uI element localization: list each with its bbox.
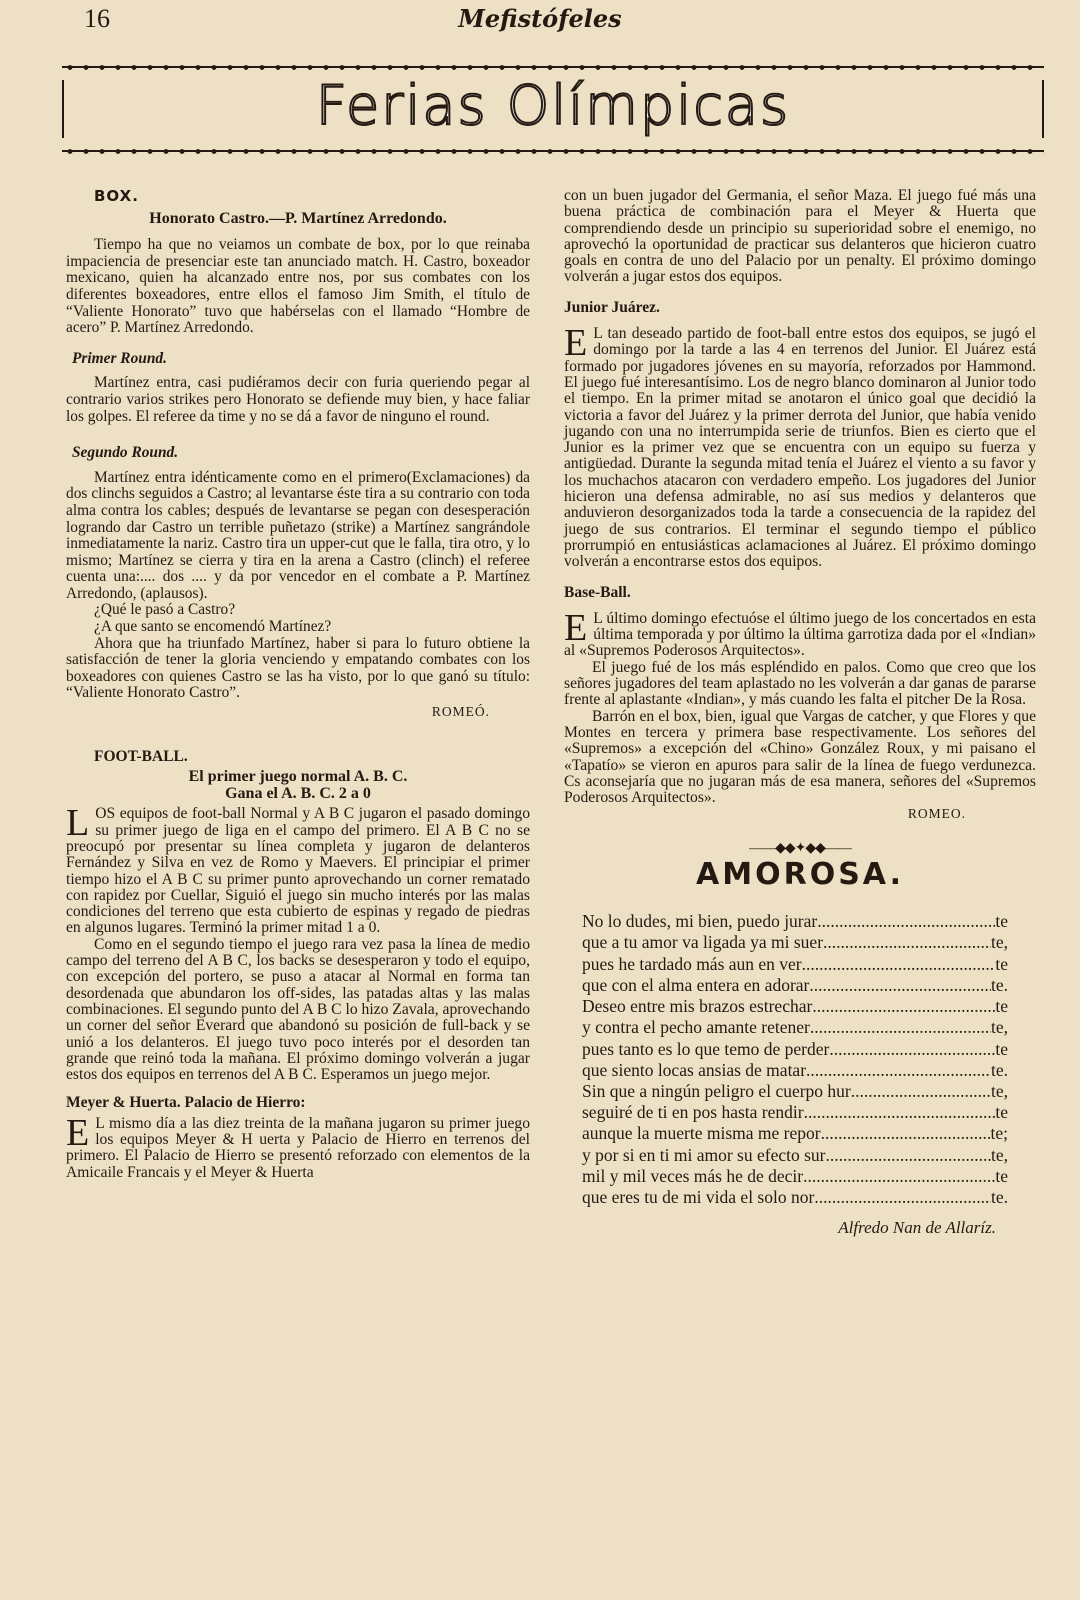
poem-line-leader — [810, 1017, 991, 1038]
poem-line-leader — [817, 911, 995, 932]
meyer-heading: Meyer & Huerta. Palacio de Hierro: — [66, 1094, 306, 1112]
poem-line-text: pues tanto es lo que temo de perder — [582, 1038, 830, 1059]
poem-line-text: Deseo entre mis brazos estrechar — [582, 996, 813, 1017]
left-column — [66, 188, 530, 1181]
poem-line-leader — [803, 1166, 995, 1187]
box-signature: ROMEÓ. — [431, 704, 490, 720]
round2-text: Martínez entra idénticamente como en el primero(Exclamaciones) da dos clinchs seguidos a Castro; al levantarse éste tira a su contrario con toda alma contra los cables; después de levantarse se pegan con desesperación logrando dar Castro un terrible puñetazo (strike) a Martínez sangrándole inmediatamente la nariz. Castro tira un upper-cut que le falla, tira otro, y lo mismo; Martínez se cierra y tira en la arena a Castro (clinch) el referee cuenta una:.... dos .... y da por vencedor en el combate a P. Martínez Arredondo, (aplausos). — [66, 468, 530, 602]
poem-line-text: y por si en ti mi amor su efecto sur — [582, 1144, 826, 1165]
poem-line-end: te — [995, 996, 1008, 1017]
baseball-paragraph-2: El juego fué de los más espléndido en palos. Como que creo que los señores jugadores del team aplastado no les volverán a dar ganas de pararse frente al aplastante «Indian», y más cuando les falta el pitcher De la Rosa. — [564, 658, 1036, 709]
meyer-paragraph — [66, 1111, 530, 1181]
poem-line-leader — [851, 1081, 991, 1102]
poem-line-leader — [809, 975, 991, 996]
box-intro: Tiempo ha que no veiamos un combate de box, por lo que reinaba impaciencia de presenciar este tan anunciado match. H. Castro, boxeador mexicano, quien ha alcanzado entre nos, por sus combates con los diferentes boxeadores, entre ellos el famoso Jim Smith, el título de “Valiente Honorato” tuvo que habérselas con el llamado “Hombre de acero” P. Martínez Arredondo. — [66, 236, 530, 337]
poem-ornament: ——◆◆✦◆◆—— — [749, 840, 851, 856]
poem-line-leader — [826, 1145, 991, 1166]
football-match-title-2: Gana el A. B. C. 2 a 0 — [225, 784, 371, 802]
drop-cap-e-baseball: E — [564, 606, 588, 649]
right-column — [564, 188, 1036, 1236]
round2-title: Segundo Round. — [72, 444, 179, 462]
box-question-1: ¿Qué le pasó a Castro? — [94, 601, 236, 619]
baseball-paragraph-1 — [564, 606, 1036, 660]
meyer-continuation: con un buen jugador del Germania, el señor Maza. El juego fué más una buena práctica de combinación para el Meyer & Huerta que comprendiendo desde un principio su superioridad sobre el enemigo, no aprovechó la oportunidad de practicar sus delanteros que hicieron cuatro goals en contra de uno del Palacio por un penalty. El próximo domingo volverán a jugar estos dos equipos. — [564, 187, 1036, 286]
round1-title: Primer Round. — [72, 349, 167, 367]
poem-line — [582, 932, 1008, 953]
poem-line-leader — [804, 1102, 996, 1123]
poem-line-leader — [814, 1187, 991, 1208]
poem-author: Alfredo Nan de Allaríz. — [838, 1218, 996, 1238]
title-frame — [62, 64, 1044, 154]
poem-line — [582, 911, 1008, 932]
poem-line-end: te, — [990, 1080, 1008, 1101]
poem-line-text: No lo dudes, mi bien, puedo jurar — [582, 911, 818, 932]
poem-body — [582, 911, 1008, 1208]
poem-line — [582, 996, 1008, 1017]
poem-line-text: Sin que a ningún peligro el cuerpo hur — [582, 1080, 851, 1101]
poem-line-end: te — [995, 1165, 1008, 1186]
junior-heading: Junior Juárez. — [564, 298, 660, 316]
poem-line — [582, 1187, 1008, 1208]
poem-line-end: te, — [990, 1144, 1008, 1165]
poem-line-end: te, — [990, 1017, 1008, 1038]
poem-line-end: te. — [990, 1059, 1008, 1080]
poem-line — [582, 1039, 1008, 1060]
poem-line-end: te. — [990, 1186, 1008, 1207]
poem-line-end: te, — [990, 932, 1008, 953]
poem-line-text: seguiré de ti en pos hasta rendir — [582, 1102, 804, 1123]
poem-line — [582, 1166, 1008, 1187]
poem-line-text: que a tu amor va ligada ya mi suer — [582, 932, 824, 953]
poem-line-end: te — [995, 911, 1008, 932]
meyer-paragraph-text: L mismo día a las diez treinta de la mañana jugaron su primer juego los equipos Meyer & H uerta y Palacio de Hierro en terrenos del primero. El Palacio de Hierro se presentó reforzado con elementos de la Amicaile Francais y el Meyer & Huerta — [66, 1114, 530, 1181]
poem-line-leader — [823, 932, 991, 953]
magazine-masthead: Mefistófeles — [458, 4, 622, 33]
poem-line-leader — [812, 996, 995, 1017]
box-closing: Ahora que ha triunfado Martínez, haber si para lo futuro obtiene la satisfacción de tener la gloria venciendo y empatando combates con los boxeadores con quienes Castro se las ha visto, por lo que ganó su título: “Valiente Honorato Castro”. — [66, 634, 530, 702]
title-bottom-rule — [62, 150, 1044, 152]
page-title: Ferias Olímpicas — [315, 74, 791, 137]
drop-cap-l: L — [66, 802, 90, 845]
box-heading: BOX. — [94, 187, 139, 205]
football-match-title-1: El primer juego normal A. B. C. — [188, 768, 408, 786]
baseball-signature: ROMEO. — [907, 806, 966, 822]
poem-line — [582, 975, 1008, 996]
football-paragraph-1-text: OS equipos de foot-ball Normal y A B C jugaron el pasado domingo su primer juego de liga en el campo del primero. El A B C no se preocupó por presentar su línea completa y jugaron de delanteros Fernández y Silva en vez de Romo y Maevers. El principiar el primer tiempo hizo el A B C su primer punto aprovechando un corner rematado con rapidez por Cuellar, Siguió el juego sin mucho interés por las malas condiciones del terreno que esta cubierto de espinas y regado de piedras en algunos lugares. Terminó la primer mitad 1 a 0. — [66, 805, 530, 937]
poem-line-leader — [821, 1123, 991, 1144]
poem-line-text: que eres tu de mi vida el solo nor — [582, 1186, 815, 1207]
drop-cap-e-junior: E — [564, 322, 588, 365]
poem-line — [582, 1123, 1008, 1144]
poem-line — [582, 1081, 1008, 1102]
round1-text: Martínez entra, casi pudiéramos decir con furia queriendo pegar al contrario varios strikes pero Honorato se defiende muy bien, y hace faliar los golpes. El referee da time y no se dá a favor de ninguno el round. — [66, 374, 530, 425]
poem-line-leader — [806, 1060, 991, 1081]
poem-line-text: que con el alma entera en adorar — [582, 974, 810, 995]
baseball-paragraph-3: Barrón en el box, bien, igual que Vargas de catcher, y que Flores y que Montes en tercera y primera base respectivamente. Los señores del «Supremos» a excepción del «Chino» González Roux, y mi paisano el «Tapatío» se vieron en apuros para salir de la línea de fuego verdunezca. Cs aconsejaría que no jugaran más de esa manera, señores del «Supremos Poderosos Arquitectos». — [564, 707, 1036, 807]
junior-paragraph — [564, 322, 1036, 571]
poem-line-end: te — [995, 1102, 1008, 1123]
junior-paragraph-text: L tan deseado partido de foot-ball entre estos dos equipos, se jugó el domingo por la tarde a las 4 en terrenos del Junior. El Juárez está formado por jugadores jóvenes en su mayoría, reforzados por Hammond. El juego fué interesantísimo. Los de negro blanco dominaron al Junior todo el tiempo. En la primer mitad se anotaron el único goal que decidió la victoria a favor del Juárez y la primer derrota del Junior, que había venido jugando con una no interrumpida serie de triunfos. Bien es cierto que el Junior es la primer vez que se encuentra con un equipo su fuerza y antigüedad. Durante la segunda mitad tenía el Juárez el viento a su favor y los muchachos atacaron con verdadero empeño. Los jugadores del Junior hicieron una defensa admirable, no así sus medios y delanteros que anduvieron desorganizados toda la tarde a consecuencia de la rapidez del juego de sus contrarios. El terminar el segundo tiempo el público prorrumpió en entusiásticas aclamaciones al Juárez. El próximo domingo volverán a encontrarse estos dos equipos. — [564, 325, 1036, 571]
box-subheading: Honorato Castro.—P. Martínez Arredondo. — [149, 209, 447, 227]
page-number: 16 — [84, 4, 110, 33]
baseball-paragraph-1-text: L último domingo efectuóse el último juego de los concertados en esta última temporada y por último la última garrotiza dada por el «Indian» al «Supremos Poderosos Arquitectos». — [564, 609, 1036, 660]
football-paragraph-1 — [66, 802, 530, 937]
football-heading: FOOT-BALL. — [94, 747, 188, 765]
title-top-rule — [62, 66, 1044, 68]
football-paragraph-2: Como en el segundo tiempo el juego rara vez pasa la línea de medio campo del terreno del A B C, los backs se desesperaron y todo el equipo, con excepción del portero, se puso a atacar al Normal en forma tan desordenada que abundaron los off-sides, las patadas altas y las malas combinaciones. El segundo punto del A B C lo hizo Zavala, aprovechando un corner del señor Everard que abandonó su posición de full-back y se unió a los delanteros. El juego tuvo poco interés por el desorden tan grande que reinó toda la mañana. El próximo domingo volverán a jugar estos dos equipos en terrenos del A B C. Esperamos un juego mejor. — [66, 935, 530, 1084]
poem-line — [582, 1145, 1008, 1166]
poem-line-text: aunque la muerte misma me repor — [582, 1123, 821, 1144]
poem-line-text: que siento locas ansias de matar — [582, 1059, 807, 1080]
baseball-heading: Base-Ball. — [564, 583, 631, 601]
poem-line-leader — [802, 954, 996, 975]
poem-line-text: y contra el pecho amante retener — [582, 1017, 810, 1038]
poem-line-end: te. — [990, 974, 1008, 995]
poem-line-end: te; — [990, 1123, 1008, 1144]
poem-line — [582, 954, 1008, 975]
poem-line-text: pues he tardado más aun en ver — [582, 953, 802, 974]
box-question-2: ¿A que santo se encomendó Martínez? — [94, 618, 332, 636]
drop-cap-e: E — [66, 1111, 90, 1154]
poem-line-end: te — [995, 953, 1008, 974]
poem-line-leader — [829, 1039, 995, 1060]
poem-line-text: mil y mil veces más he de decir — [582, 1165, 804, 1186]
poem-line — [582, 1060, 1008, 1081]
poem-line — [582, 1017, 1008, 1038]
poem-line — [582, 1102, 1008, 1123]
poem-line-end: te — [995, 1038, 1008, 1059]
poem-title: AMOROSA. — [696, 856, 904, 892]
